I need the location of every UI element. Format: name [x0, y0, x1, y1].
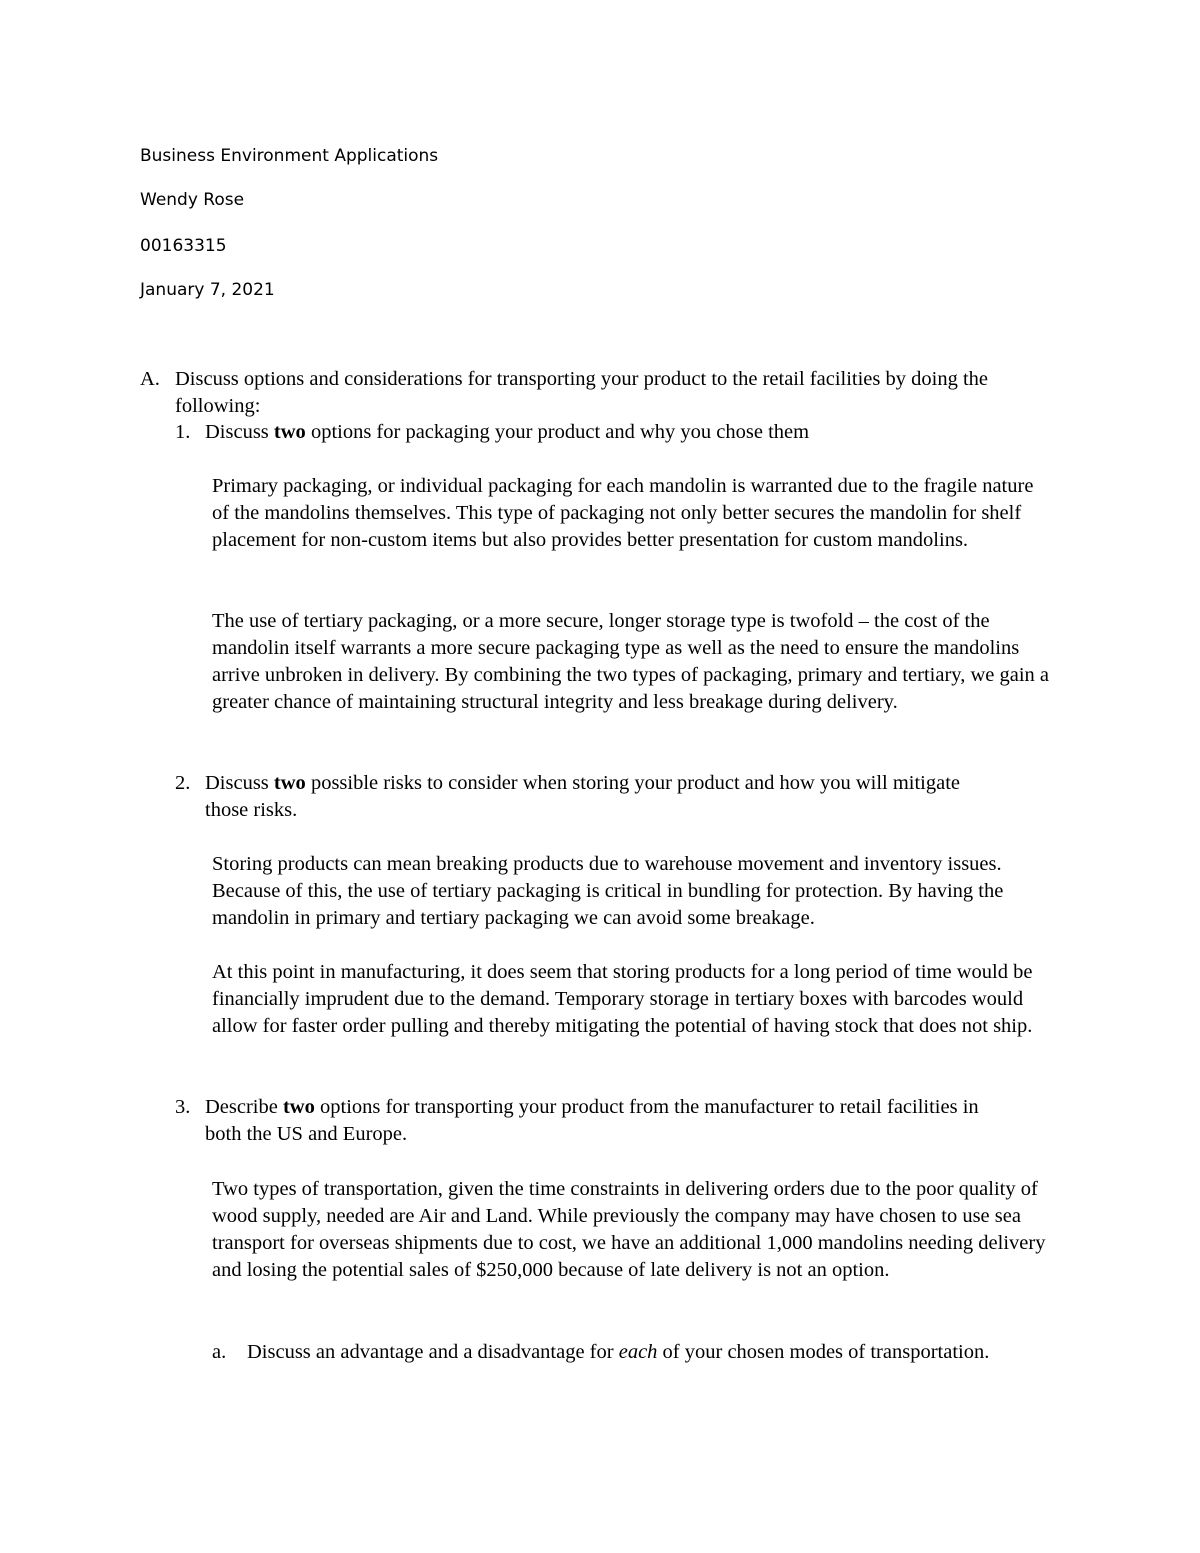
q1-answer-1: Primary packaging, or individual packaging for each mandolin is warranted due to the fragile nature of the mandolins themselves. This type of packaging not only better secures the mandolin for shelf placement for non-custom items but also provides better presentation for custom mandolins. — [212, 475, 1034, 551]
q2-prompt-post: possible risks to consider when storing your product and how you will mitigate those risks. — [205, 772, 961, 821]
q1-answer-2: The use of tertiary packaging, or a more secure, longer storage type is twofold – the cost of the mandolin itself warrants a more secure packaging type as well as the need to ensure the mandolins arrive unbroken in delivery. By combining the two types of packaging, primary and tertiary, we gain a greater chance of maintaining structural integrity and less breakage during delivery. — [212, 610, 1050, 713]
q1-prompt-bold: two — [273, 421, 306, 443]
document-date: January 7, 2021 — [140, 280, 275, 300]
q1-marker: 1. — [175, 421, 191, 443]
q3-prompt-bold: two — [282, 1096, 315, 1118]
q1-prompt-post: options for packaging your product and why you chose them — [305, 421, 810, 443]
q2-prompt-bold: two — [273, 772, 306, 794]
section-a-prompt: Discuss options and considerations for transporting your product to the retail facilities by doing the following: — [175, 368, 989, 417]
q3-marker: 3. — [175, 1096, 191, 1118]
q3-prompt-post: options for transporting your product from the manufacturer to retail facilities in both the US and Europe. — [205, 1096, 979, 1145]
q3a-prompt-pre: Discuss an advantage and a disadvantage for — [247, 1341, 619, 1363]
student-id: 00163315 — [140, 236, 227, 256]
course-title: Business Environment Applications — [140, 146, 439, 166]
q3a-marker: a. — [212, 1341, 227, 1363]
q3a-prompt — [247, 1339, 1007, 1366]
q2-prompt — [205, 770, 1005, 824]
q3-prompt — [205, 1094, 1005, 1148]
q1-prompt — [205, 419, 809, 446]
q2-answer-2: At this point in manufacturing, it does seem that storing products for a long period of time would be financially imprudent due to the demand. Temporary storage in tertiary boxes with barcodes would allow for faster order pulling and thereby mitigating the potential of having stock that does not ship. — [212, 961, 1033, 1037]
section-a-marker: A. — [140, 368, 160, 390]
q3a-prompt-italic: each — [618, 1341, 658, 1363]
student-name: Wendy Rose — [140, 190, 245, 210]
q2-marker: 2. — [175, 772, 191, 794]
q2-prompt-pre: Discuss — [205, 772, 274, 794]
q3a-prompt-post: of your chosen modes of transportation. — [657, 1341, 990, 1363]
q3-prompt-pre: Describe — [205, 1096, 283, 1118]
q2-answer-1: Storing products can mean breaking products due to warehouse movement and inventory issues. Because of this, the use of tertiary packaging is critical in bundling for protection. By having the mandolin in primary and tertiary packaging we can avoid some breakage. — [212, 853, 1004, 929]
q3-answer-1: Two types of transportation, given the time constraints in delivering orders due to the poor quality of wood supply, needed are Air and Land. While previously the company may have chosen to use sea transport for overseas shipments due to cost, we have an additional 1,000 mandolins needing delivery and losing the potential sales of $250,000 because of late delivery is not an option. — [212, 1178, 1046, 1281]
q1-prompt-pre: Discuss — [205, 421, 274, 443]
